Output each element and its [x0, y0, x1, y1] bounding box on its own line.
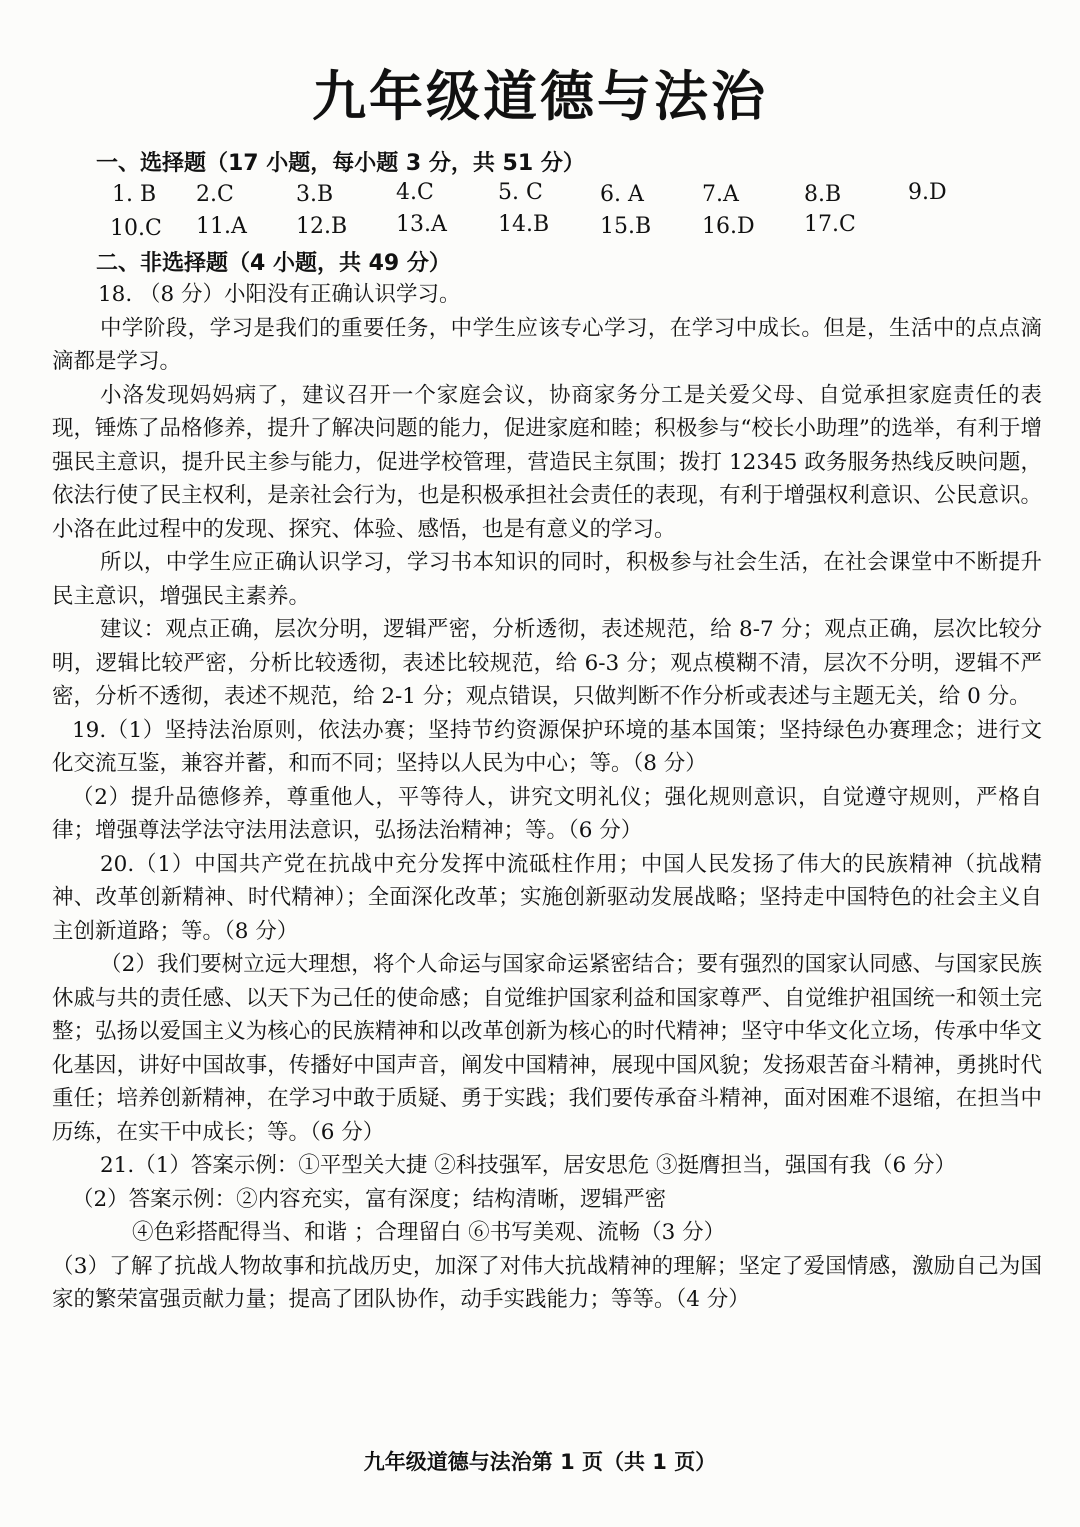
answer-item: 4.C: [396, 180, 434, 205]
page-title: 九年级道德与法治: [312, 65, 768, 128]
q18-paragraph: 小洛发现妈妈病了，建议召开一个家庭会议，协商家务分工是关爱父母、自觉承担家庭责任的表现，锤炼了品格修养，提升了解决问题的能力，促进家庭和睦；积极参与“校长小助理”的选举，有利于增强民主意识，提升民主参与能力，促进学校管理，营造民主氛围；拨打 12345 政务服务热线反映问题，依法行使了民主权利，是亲社会行为，也是积极承担社会责任的表现，有利于增强权利意识、公民意识。小洛在此过程中的发现、探究、体验、感悟，也是有意义的学习。: [52, 382, 1042, 542]
answer-item: 13.A: [396, 212, 447, 237]
answer-item: 9.D: [908, 180, 947, 205]
answer-item: 10.C: [110, 216, 162, 241]
answer-item: 2.C: [196, 182, 234, 207]
q18-scoring-note: 建议：观点正确，层次分明，逻辑严密，分析透彻，表述规范，给 8-7 分；观点正确，层次比较分明，逻辑比较严密，分析比较透彻，表述比较规范，给 6-3 分；观点模糊不清，层次不分明，逻辑不严密，分析不透彻，表述不规范，给 2-1 分；观点错误，只做判断不作分析或表述与主题无关，给 0 分。: [52, 617, 1042, 709]
answer-item: 6. A: [600, 182, 644, 207]
q20-part1: 20.（1）中国共产党在抗战中充分发挥中流砥柱作用；中国人民发扬了伟大的民族精神（抗战精神、改革创新精神、时代精神）；全面深化改革；实施创新驱动发展战略；坚持走中国特色的社会主义自主创新道路；等。（8 分）: [52, 851, 1042, 944]
answer-item: 12.B: [296, 214, 348, 239]
q21-part1: 21.（1）答案示例：①平型关大捷 ②科技强军，居安思危 ③挺膺担当，强国有我（6 分）: [100, 1153, 957, 1178]
q18-paragraph: 所以，中学生应正确认识学习，学习书本知识的同时，积极参与社会生活，在社会课堂中不断提升民主意识，增强民主素养。: [52, 550, 1042, 609]
answer-item: 8.B: [804, 182, 842, 207]
q18-paragraph: 中学阶段，学习是我们的重要任务，中学生应该专心学习，在学习中成长。但是，生活中的点点滴滴都是学习。: [52, 315, 1042, 374]
answer-item: 1. B: [112, 182, 157, 207]
q21-part3: （3）了解了抗战人物故事和抗战历史，加深了对伟大抗战精神的理解；坚定了爱国情感，激励自己为国家的繁荣富强贡献力量；提高了团队协作，动手实践能力；等等。（4 分）: [52, 1253, 1042, 1312]
q18-head: 18. （8 分）小阳没有正确认识学习。: [98, 282, 461, 307]
answer-item: 11.A: [196, 214, 247, 239]
q21-part2-line1: （2）答案示例：②内容充实，富有深度；结构清晰，逻辑严密: [72, 1186, 667, 1212]
answer-item: 16.D: [702, 214, 755, 239]
q19-part2: （2）提升品德修养，尊重他人，平等待人，讲究文明礼仪；强化规则意识，自觉遵守规则，严格自律；增强尊法学法守法用法意识，弘扬法治精神；等。（6 分）: [52, 784, 1042, 843]
answer-item: 7.A: [702, 182, 739, 207]
q20-part2: （2）我们要树立远大理想，将个人命运与国家命运紧密结合；要有强烈的国家认同感、与国家民族休戚与共的责任感、以天下为己任的使命感；自觉维护国家利益和国家尊严、自觉维护祖国统一和领土完整；弘扬以爱国主义为核心的民族精神和以改革创新为核心的时代精神；坚守中华文化立场，传承中华文化基因，讲好中国故事，传播好中国声音，阐发中国精神，展现中国风貌；发扬艰苦奋斗精神，勇挑时代重任；培养创新精神，在学习中敢于质疑、勇于实践；我们要传承奋斗精神，面对困难不退缩，在担当中历练，在实干中成长；等。（6 分）: [52, 952, 1042, 1145]
answer-body: [52, 278, 1042, 1317]
answer-item: 17.C: [804, 212, 856, 237]
section2-heading: 二、非选择题（4 小题，共 49 分）: [96, 251, 451, 276]
answer-item: 15.B: [600, 214, 652, 239]
answer-item: 14.B: [498, 212, 550, 237]
q19-part1: 19.（1）坚持法治原则，依法办赛；坚持节约资源保护环境的基本国策；坚持绿色办赛理念；进行文化交流互鉴，兼容并蓄，和而不同；坚持以人民为中心；等。（8 分）: [52, 717, 1042, 776]
q21-part2-line2: ④色彩搭配得当、和谐 ；合理留白 ⑥书写美观、流畅（3 分）: [132, 1220, 726, 1245]
answer-item: 5. C: [498, 180, 543, 205]
section1-heading: 一、选择题（17 小题，每小题 3 分，共 51 分）: [96, 151, 585, 176]
page-footer: 九年级道德与法治第 1 页（共 1 页）: [363, 1450, 717, 1474]
answer-item: 3.B: [296, 182, 334, 207]
